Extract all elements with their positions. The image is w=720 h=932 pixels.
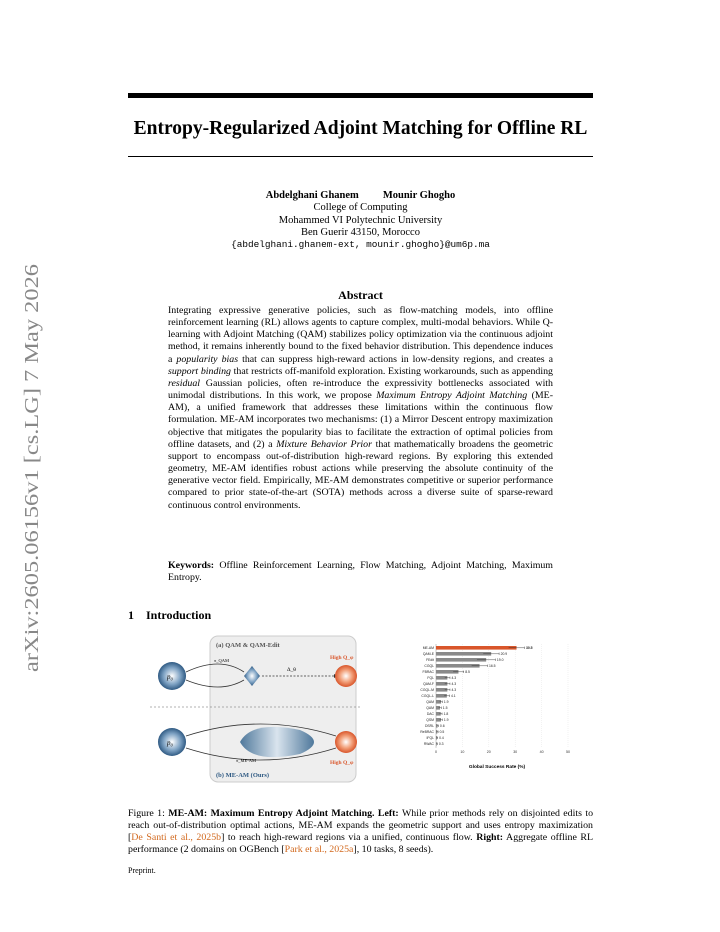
section-title: Introduction	[146, 608, 212, 622]
affiliation-line: Ben Guerir 43150, Morocco	[301, 226, 420, 238]
high-q-region-bottom	[335, 731, 357, 753]
chart-value-label: 4.3	[451, 676, 457, 681]
chart-x-tick-label: 50	[566, 750, 570, 754]
title-rule-bottom	[128, 156, 593, 157]
panel-b-label: (b) ME-AM (Ours)	[216, 772, 270, 779]
caption-bold: Right:	[476, 832, 504, 844]
pi-qam-label: π_QAM	[214, 658, 230, 663]
chart-category-label: CGQL-M	[420, 688, 434, 693]
abstract-text: that mathematically broadens the geometric support to encompass out-of-distribution high-reward regions. By exploring this extended geometry, ME-AM identifies robust actions while preserving the absolute continuity of the generative vector field. Empirically, ME-AM demonstrates competitive or superior performance compared to prior state-of-the-art (SOTA) methods across a diverse suite of sparse-reward continuous control environments.	[168, 438, 554, 511]
chart-value-label: 1.5	[442, 706, 448, 711]
chart-value-label: 1.8	[443, 712, 449, 717]
arxiv-stamp-text: arXiv:2605.06156v1 [cs.LG] 7 May 2026	[21, 337, 43, 672]
success-rate-chart	[400, 640, 575, 770]
author-name: Mounir Ghogho	[382, 190, 456, 201]
figure-caption	[128, 808, 593, 857]
chart-category-label: FEdit	[426, 658, 434, 663]
chart-value-label: 4.3	[451, 688, 457, 693]
abstract-text: Integrating expressive generative policies, such as flow-matching models, into offline reinforcement learning (RL) allows agents to capture complex, multi-modal behaviors. While Q-learning with Adjoint Matching (QAM) stabilizes policy optimization via the continuous adjoint method, it remains inherently bound to the fixed behavior distribution. This dependence induces a	[168, 305, 553, 365]
keywords	[168, 560, 553, 584]
chart-category-label: QSM	[426, 718, 434, 723]
abstract-emphasis: residual	[168, 377, 201, 389]
section-number: 1	[128, 608, 134, 622]
chart-category-label: FQL	[427, 676, 434, 681]
caption-text: ] to reach high-reward regions via a unified, continuous flow.	[221, 832, 477, 844]
figure-right-chart	[400, 640, 575, 770]
paper-title: Entropy-Regularized Adjoint Matching for Offline RL	[133, 118, 588, 139]
abstract-text: Gaussian policies, often re-introduce the expressivity bottlenecks associated with unimodal distributions. In this work, we propose	[168, 377, 553, 402]
panel-a-label: (a) QAM & QAM-Edit	[216, 642, 280, 649]
chart-value-label: 4.3	[451, 682, 457, 687]
chart-bar	[436, 652, 491, 656]
footer-note: Preprint.	[128, 866, 156, 875]
chart-value-label: 8.5	[465, 670, 470, 675]
chart-value-label: 0.6	[439, 724, 445, 729]
chart-value-label: 1.9	[443, 700, 449, 705]
title-rule-top	[128, 93, 593, 98]
chart-value-label: 19.0	[496, 658, 504, 663]
abstract-emphasis: Mixture Behavior Prior	[276, 438, 372, 450]
chart-value-label: 16.5	[488, 664, 496, 669]
chart-category-label: DAC	[426, 712, 434, 717]
caption-text: Aggregate offline RL performance (2 domains on OGBench [	[128, 832, 593, 856]
chart-value-label: 1.9	[443, 718, 449, 723]
chart-value-label: 0.5	[439, 730, 445, 735]
abstract-emphasis: popularity bias	[176, 353, 239, 365]
author-block	[128, 190, 593, 251]
chart-value-label: 4.1	[450, 694, 456, 699]
high-q-label-top: High Q_φ	[330, 655, 354, 661]
caption-text: While prior methods rely on disjointed edits to reach out-of-distribution optimal actions, ME-AM expands the geometric support and uses entropy maximization [	[128, 808, 594, 844]
me-am-support-shape	[240, 727, 314, 757]
pi-me-label: π_ME-AM	[236, 758, 257, 763]
abstract-emphasis: support binding	[168, 365, 231, 377]
figure-left-diagram	[140, 634, 370, 784]
citation-link[interactable]: De Santi et al., 2025b	[131, 832, 222, 844]
chart-x-tick-label: 30	[513, 750, 518, 754]
chart-category-label: CGQL	[424, 664, 434, 669]
chart-category-label: IFQL	[426, 736, 434, 741]
abstract-body	[168, 305, 553, 512]
chart-category-label: ME-AM	[422, 646, 434, 651]
chart-value-label: 30.5	[525, 646, 533, 651]
p0-label-bottom: p₀	[167, 739, 173, 747]
chart-value-label: 0.4	[439, 736, 444, 741]
keywords-text: Offline Reinforcement Learning, Flow Matching, Adjoint Matching, Maximum Entropy.	[168, 560, 553, 584]
affiliation-line: College of Computing	[313, 202, 408, 214]
abstract-text: that restricts off-manifold exploration. Existing workarounds, such as appending	[231, 365, 553, 377]
abstract-emphasis: Maximum Entropy Adjoint Matching	[376, 390, 528, 402]
chart-category-label: ReBRAC	[420, 730, 434, 735]
abstract-text: (ME-AM), a unified framework that addresses these limitations within the continuous flow formulation. ME-AM incorporates two mechanisms: (1) a Mirror Descent entropy maximization objective that mitigates the popularity bias to facilitate the extraction of optimal policies from offline datasets, and (2) a	[168, 390, 554, 450]
chart-category-label: QAM-E	[422, 652, 434, 657]
chart-category-label: CGQL-L	[421, 694, 434, 699]
caption-prefix: Figure 1:	[128, 808, 169, 819]
affiliation-line: Mohammed VI Polytechnic University	[278, 214, 443, 226]
chart-x-axis-label: Global Success Rate (%)	[468, 765, 526, 770]
caption-text: ], 10 tasks, 8 seeds).	[353, 844, 434, 856]
high-q-label-bottom: High Q_φ	[330, 760, 354, 766]
author-email: {abdelghani.ghanem-ext, mounir.ghogho}@um6p.ma	[231, 239, 490, 251]
chart-value-label: 20.9	[500, 652, 508, 657]
caption-bold: ME-AM: Maximum Entropy Adjoint Matching. Left:	[168, 808, 399, 819]
chart-x-tick-label: 20	[486, 750, 491, 754]
delta-label: Δ_θ	[287, 667, 296, 673]
chart-bar	[436, 646, 517, 650]
chart-category-label: DSRL	[424, 724, 434, 729]
author-names	[128, 190, 593, 202]
high-q-region-top	[335, 665, 357, 687]
chart-x-tick-label: 0	[435, 750, 437, 754]
abstract-heading: Abstract	[338, 288, 383, 302]
chart-category-label: QAM	[426, 700, 434, 705]
citation-link[interactable]: Park et al., 2025a	[284, 844, 354, 856]
author-name: Abdelghani Ghanem	[265, 190, 359, 201]
chart-x-tick-label: 10	[460, 750, 465, 754]
chart-category-label: QAM-F	[423, 682, 434, 687]
abstract-text: that can suppress high-reward actions in low-density regions, and creates a	[238, 353, 553, 365]
chart-category-label: RWAC	[423, 742, 434, 747]
p0-label-top: p₀	[167, 673, 173, 681]
chart-category-label: FBRAC	[422, 670, 434, 675]
keywords-label: Keywords:	[168, 560, 215, 571]
section-heading	[128, 608, 211, 623]
chart-x-tick-label: 40	[539, 750, 544, 754]
chart-value-label: 0.3	[438, 742, 444, 747]
chart-category-label: QAM	[426, 706, 434, 711]
arxiv-stamp	[8, 262, 48, 672]
